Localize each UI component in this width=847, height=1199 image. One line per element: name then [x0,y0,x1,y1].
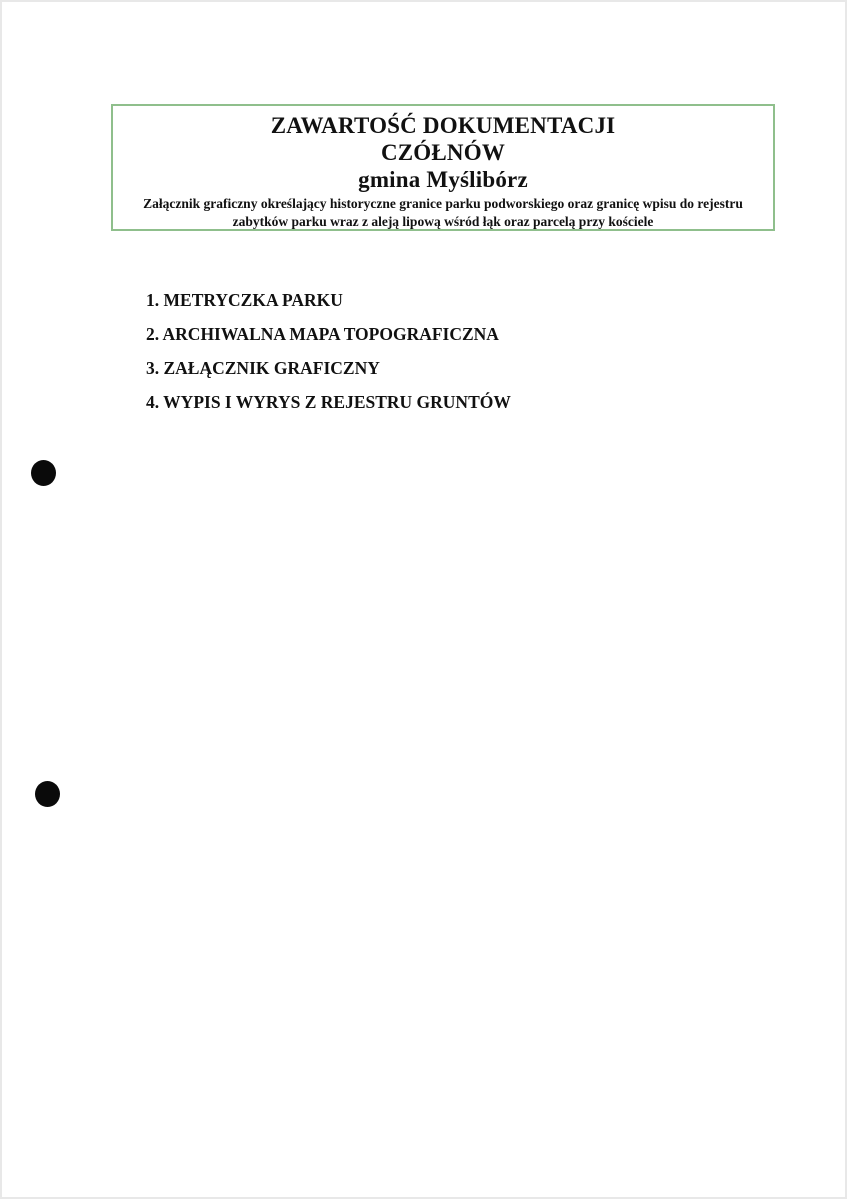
punch-hole-icon [31,460,56,486]
toc-item: 3. ZAŁĄCZNIK GRAFICZNY [146,358,380,378]
commune-name: gmina Myślibórz [358,167,528,192]
punch-hole-icon [35,781,60,807]
document-title: ZAWARTOŚĆ DOKUMENTACJI [270,113,616,138]
toc-item: 4. WYPIS I WYRYS Z REJESTRU GRUNTÓW [146,392,511,412]
document-subtitle: Załącznik graficzny określający historyczne granice parku podworskiego oraz granicę wpisu do rejestru zabytków parku wraz z aleją lipową wśród łąk oraz parcelą przy kościele [143,196,743,229]
header-box [111,104,775,231]
toc-item: 1. METRYCZKA PARKU [146,290,343,310]
location-name: CZÓŁNÓW [380,140,506,165]
table-of-contents [146,290,511,426]
toc-item: 2. ARCHIWALNA MAPA TOPOGRAFICZNA [146,324,499,344]
